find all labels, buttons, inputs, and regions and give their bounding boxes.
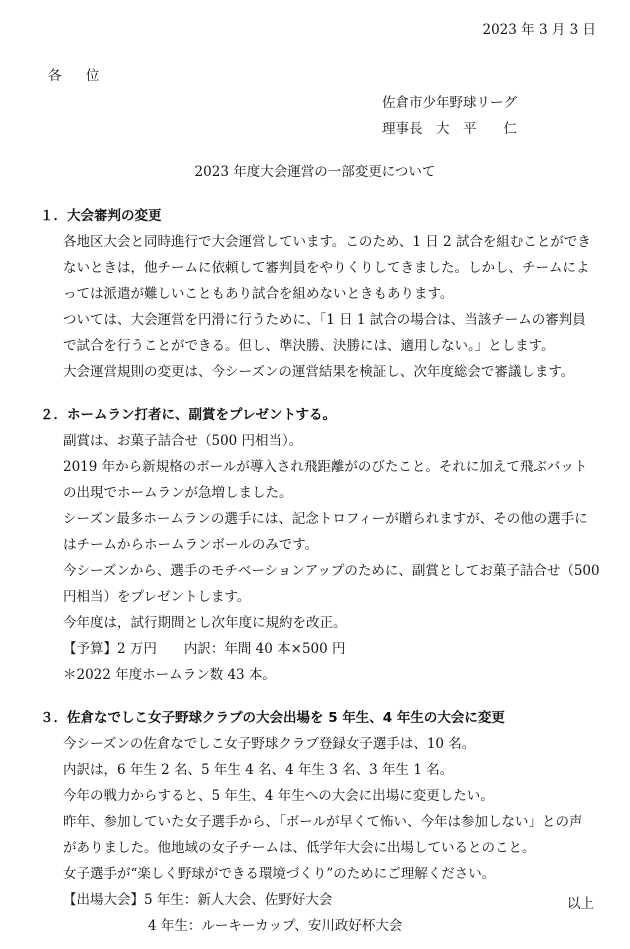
section-2-line: シーズン最多ホームランの選手には、記念トロフィーが贈られますが、その他の選手に [63,511,588,527]
section-1-line: っては派遣が難しいこともあり試合を組めないときもあります。 [63,286,454,302]
section-2-note-line: ＊2022 年度ホームラン数 43 本。 [63,667,276,683]
closing-mark: 以上 [567,896,594,912]
section-1-line: 各地区大会と同時進行で大会運営しています。このため、1 日 2 試合を組むことができ [63,234,591,250]
section-3-line: 今年の戦力からすると、5 年生、4 年生への大会に出場に変更したい。 [63,788,494,804]
document-title: 2023 年度大会運営の一部変更について [194,164,436,180]
section-1-line: 大会運営規則の変更は、今シーズンの運営結果を検証し、次年度総会で審議します。 [63,364,575,380]
section-3-line: がありました。他地域の女子チームは、低学年大会に出場しているとのこと。 [63,840,536,856]
section-2-line: 副賞は、お菓子詰合せ（500 円相当）。 [63,433,303,449]
section-2-line: はチームからホームランボールのみです。 [63,537,319,553]
section-1-heading: １．大会審判の変更 [40,208,162,224]
section-2-line: 円相当）をプレゼントします。 [63,589,251,605]
section-3-line: 内訳は，6 年生 2 名、5 年生 4 名、4 年生 3 名、3 年生 1 名。 [63,762,454,778]
section-2-budget-line: 【予算】2 万円 内訳：年間 40 本×500 円 [63,641,346,657]
section-2-line: の出現でホームランが急増しました。 [63,485,293,501]
section-3-tournament-subline: 4 年生：ルーキーカップ、安川政好杯大会 [148,918,403,934]
section-1-line: で試合を行うことができる。但し、準決勝、決勝には、適用しない。」とします。 [63,338,555,354]
section-2-line: 2019 年から新規格のボールが導入され飛距離がのびたこと。それに加えて飛ぶバット [63,459,588,475]
section-3-tournament-line: 【出場大会】5 年生：新人大会、佐野好大会 [63,892,333,908]
section-2-line: 今年度は，試行期間とし次年度に規約を改正。 [63,615,347,631]
sender-organization: 佐倉市少年野球リーグ [382,95,517,111]
sender-signature: 理事長 大 平 仁 [382,121,517,137]
section-3-line: 今シーズンの佐倉なでしこ女子野球クラブ登録女子選手は、10 名。 [63,736,476,752]
section-2-line: 今シーズンから、選手のモチベーションアップのために、副賞としてお菓子詰合せ（500 [63,563,600,579]
section-3-line: 女子選手が“楽しく野球ができる環境づくり”のためにご理解ください。 [63,866,496,882]
section-2-heading: ２．ホームラン打者に、副賞をプレゼントする。 [40,407,337,423]
section-1-line: ついては、大会運営を円滑に行うために、「1 日 1 試合の場合は、当該チームの審判員 [63,312,586,328]
addressee: 各 位 [48,68,110,84]
section-3-line: 昨年、参加していた女子選手から、「ボールが早くて怖い、今年は参加しない」との声 [63,814,583,830]
section-3-heading: ３．佐倉なでしこ女子野球クラブの大会出場を 5 年生、4 年生の大会に変更 [40,710,505,726]
section-1-line: ないときは，他チームに依頼して審判員をやりくりしてきました。しかし、チームによ [63,260,590,276]
document-date: 2023 年 3 月 3 日 [482,22,596,38]
